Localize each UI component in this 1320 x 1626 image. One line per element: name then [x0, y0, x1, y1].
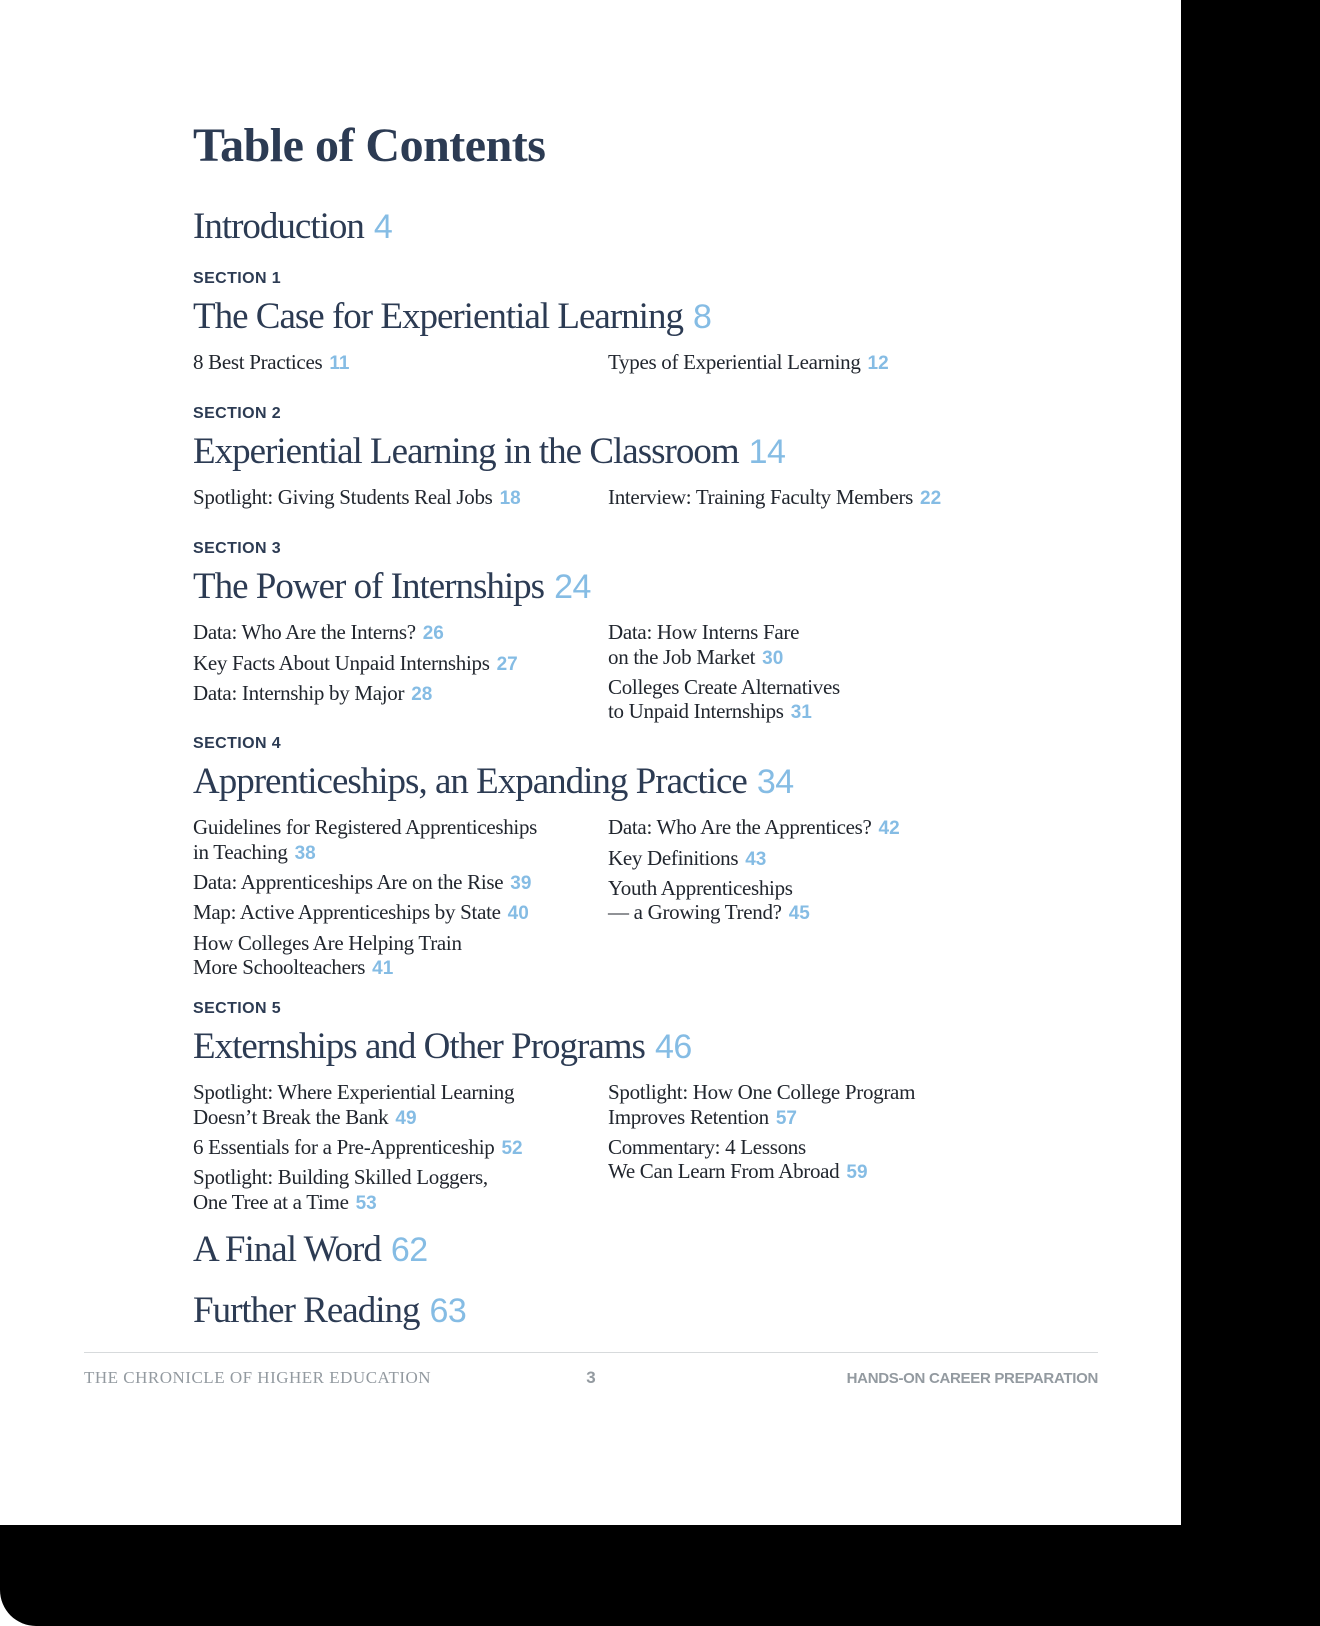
section-item-columns: [193, 485, 1093, 515]
page-number: 39: [510, 872, 532, 894]
toc-entry-label: A Final Word: [193, 1229, 381, 1270]
page-number: 24: [554, 568, 591, 607]
toc-item[interactable]: Data: Apprenticeships Are on the Rise 39: [193, 869, 532, 894]
toc-section-heading[interactable]: [193, 760, 1093, 804]
toc-item[interactable]: 6 Essentials for a Pre-Apprenticeship 52: [193, 1134, 523, 1159]
toc-entry-final-word[interactable]: [193, 1228, 1073, 1272]
toc-item[interactable]: Guidelines for Registered Apprenticeships in Teaching 38: [193, 815, 538, 864]
section-kicker: SECTION 3: [193, 540, 282, 557]
section-title: Apprenticeships, an Expanding Practice: [193, 761, 747, 803]
item-column: [193, 815, 608, 985]
page-number: 42: [878, 818, 900, 840]
section-kicker: SECTION 4: [193, 735, 282, 752]
toc-item[interactable]: Spotlight: How One College Program Improves Retention 57: [608, 1080, 916, 1129]
toc-item[interactable]: 8 Best Practices 11: [193, 350, 350, 375]
page-number: 57: [775, 1107, 797, 1129]
toc-item[interactable]: Data: Who Are the Interns? 26: [193, 620, 444, 645]
page-number: 63: [429, 1292, 467, 1330]
page-number: 31: [790, 702, 812, 724]
item-column: [608, 350, 1093, 380]
toc-item[interactable]: Colleges Create Alternatives to Unpaid Internships 31: [608, 674, 840, 724]
section-item-columns: [193, 620, 1093, 729]
page-number: 46: [654, 1028, 692, 1067]
item-column: [193, 620, 608, 729]
toc-entry-label: Further Reading: [193, 1290, 420, 1331]
section-kicker: SECTION 5: [193, 1000, 282, 1017]
toc-section: [193, 999, 1093, 1220]
toc-entry-introduction[interactable]: [193, 205, 1073, 249]
section-kicker: SECTION 2: [193, 405, 282, 422]
toc-item[interactable]: Key Facts About Unpaid Internships 27: [193, 650, 518, 675]
footer-publication: THE CHRONICLE OF HIGHER EDUCATION: [84, 1368, 432, 1387]
page-number: 62: [390, 1231, 428, 1269]
toc-section: [193, 734, 1093, 985]
page-number: 40: [507, 903, 529, 925]
toc-item[interactable]: Key Definitions 43: [608, 845, 767, 870]
toc-entry-further-reading[interactable]: [193, 1289, 1073, 1333]
toc-item[interactable]: How Colleges Are Helping Train More Schoolteachers 41: [193, 930, 462, 979]
toc-item[interactable]: Commentary: 4 Lessons We Can Learn From Abroad 59: [608, 1134, 868, 1184]
page-number: 30: [762, 647, 784, 669]
toc-item[interactable]: Data: How Interns Fare on the Job Market 30: [608, 620, 800, 669]
section-title: Experiential Learning in the Classroom: [193, 431, 739, 473]
page-number: 49: [395, 1107, 417, 1129]
toc-entry-label: Introduction: [193, 206, 364, 247]
page-number: 26: [422, 623, 444, 645]
section-item-columns: [193, 1080, 1093, 1220]
toc-item[interactable]: Map: Active Apprenticeships by State 40: [193, 900, 529, 925]
item-column: [608, 815, 1093, 985]
page-number: 28: [411, 683, 433, 705]
page-number: 11: [329, 353, 350, 375]
toc-section-heading[interactable]: [193, 430, 1093, 474]
bottom-black-border: [0, 1525, 1181, 1626]
section-title: The Case for Experiential Learning: [193, 296, 683, 338]
toc-item[interactable]: Types of Experiential Learning 12: [608, 350, 889, 375]
page-number: 18: [499, 488, 521, 510]
toc-section-heading[interactable]: [193, 1025, 1093, 1069]
page-number: 12: [867, 353, 889, 375]
section-item-columns: [193, 815, 1093, 985]
page-number: 22: [920, 488, 942, 510]
page-footer: [84, 1368, 1098, 1388]
footer-page-number: 3: [586, 1368, 596, 1387]
toc-item[interactable]: Youth Apprenticeships — a Growing Trend? 45: [608, 875, 810, 925]
toc-item[interactable]: Data: Internship by Major 28: [193, 680, 433, 705]
toc-section: [193, 269, 1093, 381]
page-number: 4: [373, 208, 393, 246]
page-number: 45: [788, 903, 810, 925]
toc-item[interactable]: Data: Who Are the Apprentices? 42: [608, 815, 900, 840]
page-number: 34: [756, 763, 794, 802]
section-kicker: SECTION 1: [193, 270, 282, 287]
toc-section: [193, 404, 1093, 516]
section-title: Externships and Other Programs: [193, 1026, 645, 1068]
item-column: [608, 1080, 1093, 1220]
toc-section-heading[interactable]: [193, 295, 1093, 339]
page-number: 41: [372, 958, 394, 979]
item-column: [193, 485, 608, 515]
page-number: 14: [748, 433, 786, 472]
page-number: 53: [355, 1192, 377, 1214]
page-number: 43: [745, 848, 767, 870]
toc-section: [193, 539, 1093, 730]
footer-report-title: HANDS-ON CAREER PREPARATION: [846, 1370, 1098, 1387]
item-column: [608, 620, 1093, 729]
page-title: Table of Contents: [193, 119, 546, 172]
page-number: 59: [846, 1162, 868, 1184]
footer-divider: [84, 1352, 1098, 1353]
toc-item[interactable]: Spotlight: Building Skilled Loggers, One Tree at a Time 53: [193, 1165, 488, 1214]
page-number: 38: [294, 842, 316, 864]
toc-section-heading[interactable]: [193, 565, 1093, 609]
page-number: 27: [496, 653, 518, 675]
page-number: 52: [501, 1137, 523, 1159]
right-black-border: [1181, 0, 1320, 1626]
item-column: [193, 1080, 608, 1220]
item-column: [608, 485, 1093, 515]
page-number: 8: [692, 298, 712, 337]
item-column: [193, 350, 608, 380]
section-title: The Power of Internships: [193, 566, 545, 608]
toc-item[interactable]: Interview: Training Faculty Members 22: [608, 485, 942, 510]
toc-item[interactable]: Spotlight: Where Experiential Learning Doesn’t Break the Bank 49: [193, 1080, 515, 1129]
section-item-columns: [193, 350, 1093, 380]
toc-item[interactable]: Spotlight: Giving Students Real Jobs 18: [193, 485, 521, 510]
